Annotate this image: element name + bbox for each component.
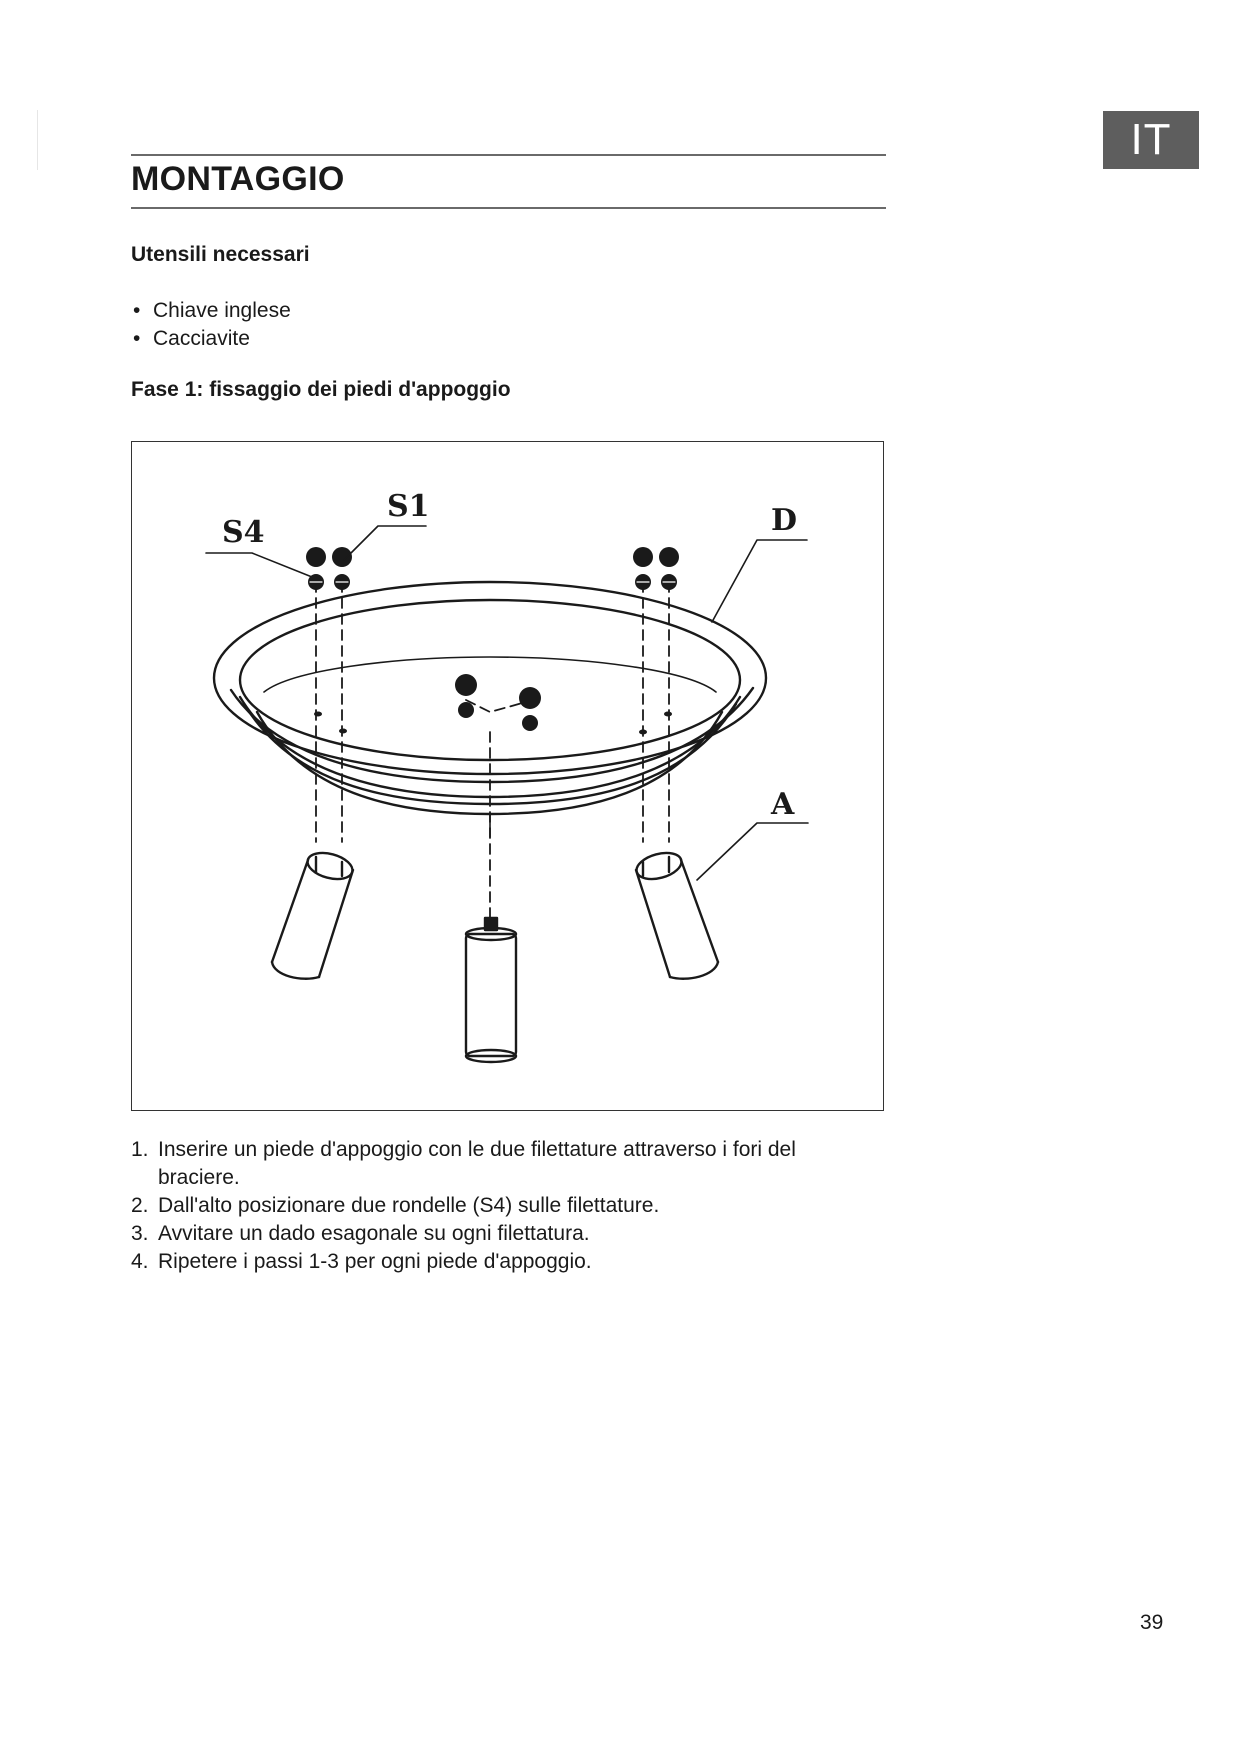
list-item [131,1248,871,1276]
list-item: • Cacciavite [131,325,291,353]
assembly-drawing [132,442,882,1109]
step-text: Ripetere i passi 1-3 per ogni piede d'appoggio. [158,1250,592,1273]
language-tab: IT [1103,111,1199,169]
margin-mark [37,110,38,170]
list-item [131,1220,871,1248]
thread-guide-lines [316,582,669,927]
label-s1: S1 [387,489,430,524]
leg-left [272,848,355,978]
title-bottom-rule [131,207,886,209]
nuts-and-washers [306,547,679,731]
label-a: A [771,787,795,822]
leg-right [634,848,718,978]
step-number: 1. [131,1138,149,1161]
step-number: 3. [131,1222,149,1245]
page-title: MONTAGGIO [131,160,345,198]
step-heading: Fase 1: fissaggio dei piedi d'appoggio [131,378,511,401]
bowl-holes [314,712,672,735]
page-number: 39 [1140,1611,1164,1634]
step-text: Dall'alto posizionare due rondelle (S4) sulle filettature. [158,1194,660,1217]
list-item [131,1136,871,1192]
step-text: Avvitare un dado esagonale su ogni filettatura. [158,1222,590,1245]
step-number: 4. [131,1250,149,1273]
leg-center [466,918,516,1062]
title-top-rule [131,154,886,156]
label-s4: S4 [222,515,265,550]
step-number: 2. [131,1194,149,1217]
leader-lines [206,526,808,880]
tools-list [131,297,291,353]
tools-heading: Utensili necessari [131,243,310,266]
step-text: Inserire un piede d'appoggio con le due filettature attraverso i fori del braciere. [158,1138,796,1189]
label-d: D [771,503,798,538]
list-item: • Chiave inglese [131,297,291,325]
list-item [131,1192,871,1220]
steps-list [131,1136,871,1276]
assembly-figure [131,441,884,1111]
